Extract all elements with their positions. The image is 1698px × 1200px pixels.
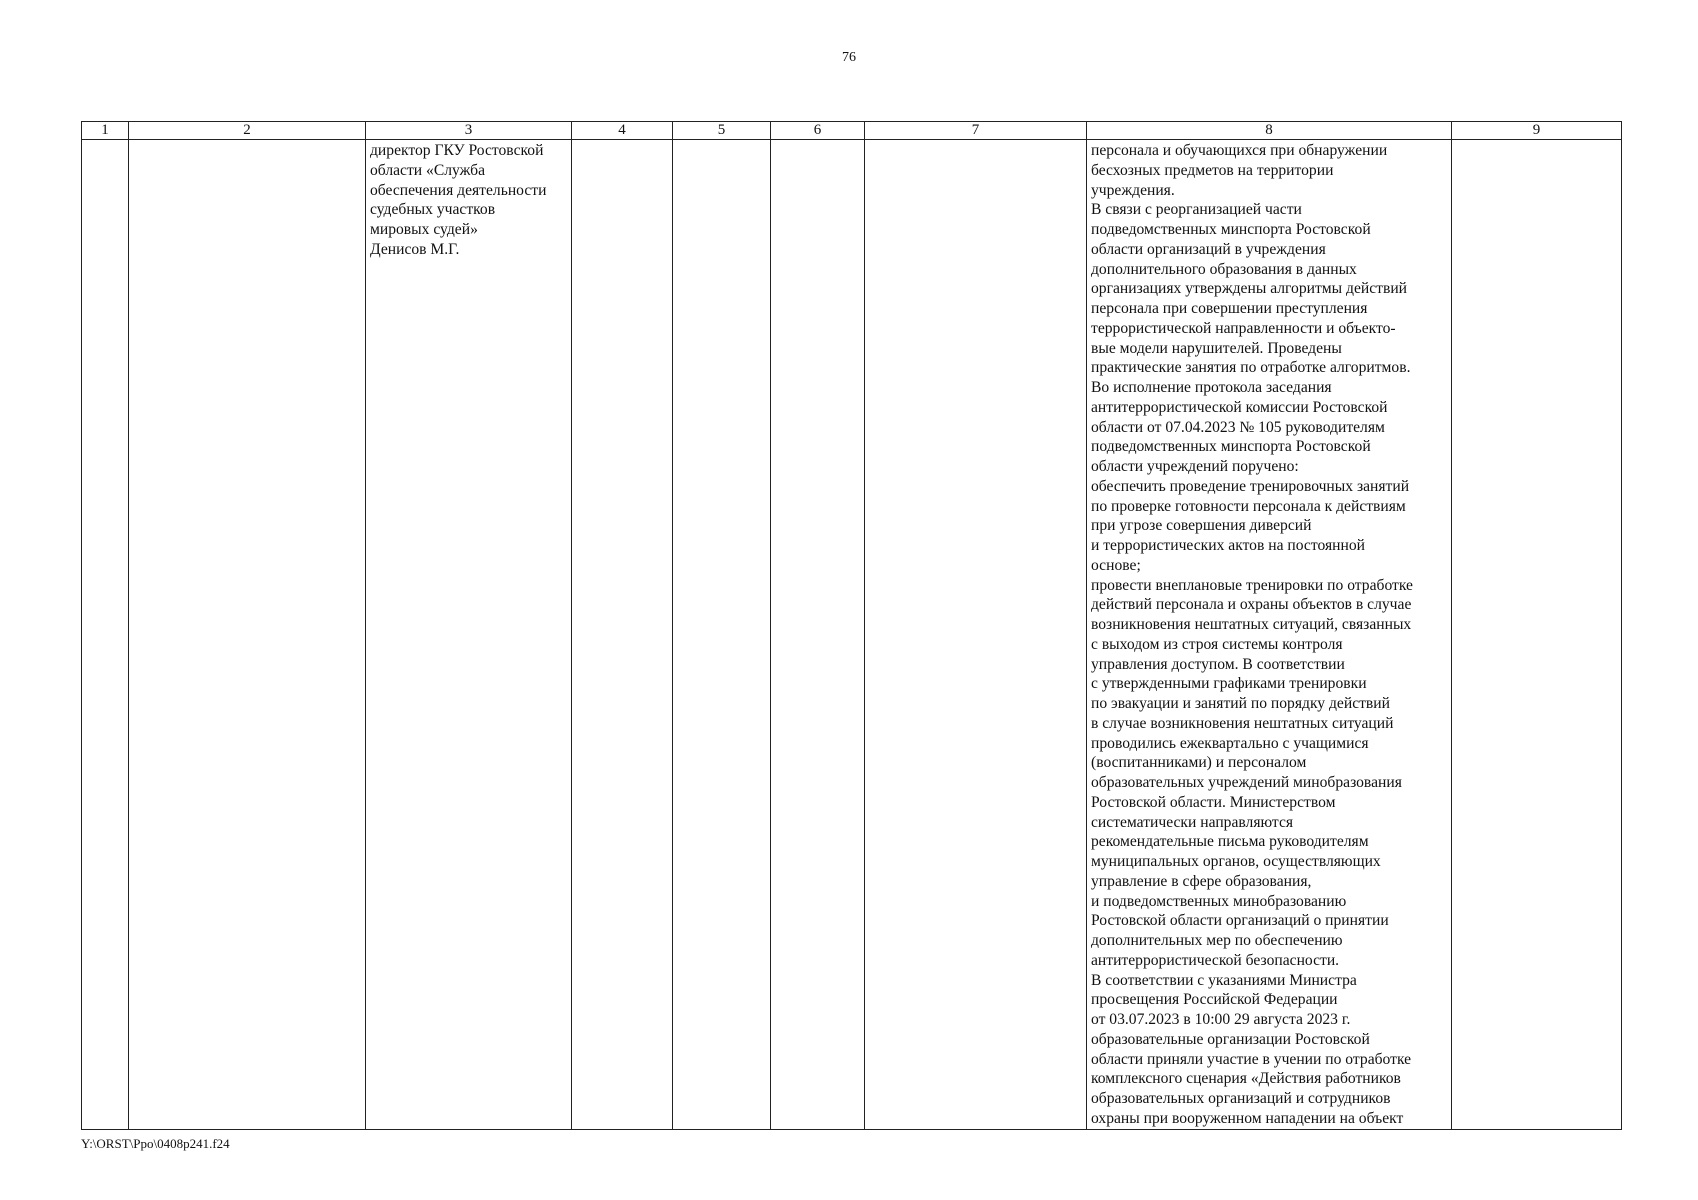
table-row [82,140,1622,1130]
cell-col-5 [673,140,771,1130]
cell-execution-info [1087,140,1452,1130]
cell-responsible-person [366,140,572,1130]
report-table [81,121,1622,1130]
column-header-8: 8 [1087,122,1452,140]
column-header-9: 9 [1452,122,1622,140]
column-header-4: 4 [572,122,673,140]
column-header-6: 6 [771,122,865,140]
column-header-2: 2 [129,122,366,140]
column-header-5: 5 [673,122,771,140]
responsible-person-text: директор ГКУ Ростовской области «Служба обеспечения деятельности судебных участков мировых судей» Денисов М.Г. [370,142,547,258]
execution-info-text: персонала и обучающихся при обнаружении бесхозных предметов на территории учреждения. В связи с реорганизацией части подведомственных минспорта Ростовской области организаций в учреждения дополнительного образования в данных организациях утверждены алгоритмы действий персонала при совершении преступления террористической направленности и объекто- вые модели нарушителей. Проведены практические занятия по отработке алгоритмов. Во исполнение протокола заседания антитеррористической комиссии Ростовской области от 07.04.2023 № 105 руководителям подведомственных минспорта Ростовской области учреждений поручено: обеспечить проведение тренировочных занятий по проверке готовности персонала к действиям при угрозе совершения диверсий и террористических актов на постоянной основе; провести внеплановые тренировки по отработке действий персонала и охраны объектов в случае возникновения нештатных ситуаций, связанных с выходом из строя системы контроля управления доступом. В соответствии с утвержденными графиками тренировки по эвакуации и занятий по порядку действий в случае возникновения нештатных ситуаций проводились ежеквартально с учащимися (воспитанниками) и персоналом образовательных учреждений минобразования Ростовской области. Министерством систематически направляются рекомендательные письма руководителям муниципальных органов, осуществляющих управление в сфере образования, и подведомственных минобразованию Ростовской области организаций о принятии дополнительных мер по обеспечению антитеррористической безопасности. В соответствии с указаниями Министра просвещения Российской Федерации от 03.07.2023 в 10:00 29 августа 2023 г. образовательные организации Ростовской области приняли участие в учении по отработке комплексного сценария «Действия работников образовательных организаций и сотрудников охраны при вооруженном нападении на объект [1091,142,1413,1127]
file-path-footer: Y:\ORST\Ppo\0408p241.f24 [81,1136,230,1151]
cell-col-9 [1452,140,1622,1130]
cell-col-6 [771,140,865,1130]
cell-col-2 [129,140,366,1130]
cell-col-7 [865,140,1087,1130]
page-number: 76 [842,50,856,65]
cell-col-1 [82,140,129,1130]
column-header-1: 1 [82,122,129,140]
column-header-3: 3 [366,122,572,140]
column-number-header-row [82,122,1622,140]
column-header-7: 7 [865,122,1087,140]
cell-col-4 [572,140,673,1130]
